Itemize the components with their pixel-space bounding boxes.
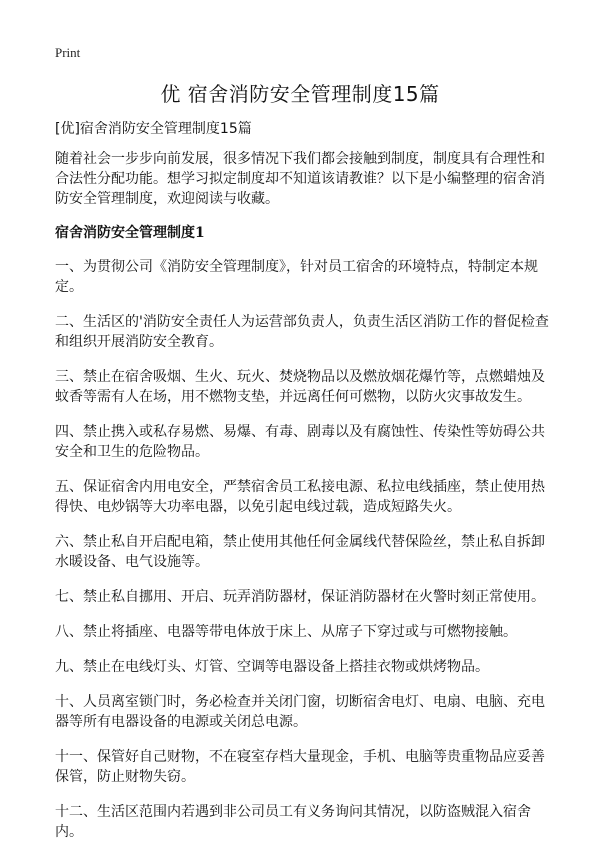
section-heading: 宿舍消防安全管理制度1: [55, 225, 205, 241]
document-body: [55, 119, 549, 857]
rule-paragraph-1: 一、为贯彻公司《消防安全管理制度》，针对员工宿舍的环境特点，特制定本规定。: [55, 259, 538, 295]
rule-paragraph-10: 十、人员离室锁门时，务必检查并关闭门窗，切断宿舍电灯、电扇、电脑、充电器等所有电器设备的电源或关闭总电源。: [55, 694, 545, 730]
rule-paragraph-5: 五、保证宿舍内用电安全，严禁宿舍员工私接电源、私拉电线插座，禁止使用热得快、电炒锅等大功率电器，以免引起电线过载，造成短路失火。: [55, 479, 545, 515]
document-title: 优 宿舍消防安全管理制度15篇: [160, 82, 440, 106]
rule-paragraph-6: 六、禁止私自开启配电箱，禁止使用其他任何金属线代替保险丝，禁止私自拆卸水暖设备、电气设施等。: [55, 534, 545, 570]
rule-paragraph-12: 十二、生活区范围内若遇到非公司员工有义务询问其情况，以防盗贼混入宿舍内。: [55, 804, 531, 840]
print-link[interactable]: Print: [55, 45, 81, 60]
rule-paragraph-8: 八、禁止将插座、电器等带电体放于床上、从席子下穿过或与可燃物接触。: [55, 624, 517, 640]
intro-paragraph: 随着社会一步步向前发展，很多情况下我们都会接触到制度，制度具有合理性和合法性分配功能。想学习拟定制度却不知道该请教谁？以下是小编整理的宿舍消防安全管理制度，欢迎阅读与收藏。: [55, 151, 545, 207]
rule-paragraph-11: 十一、保管好自己财物，不在寝室存档大量现金，手机、电脑等贵重物品应妥善保管，防止财物失窃。: [55, 749, 545, 785]
rule-paragraph-7: 七、禁止私自挪用、开启、玩弄消防器材，保证消防器材在火警时刻正常使用。: [55, 589, 545, 605]
rule-paragraph-4: 四、禁止携入或私存易燃、易爆、有毒、剧毒以及有腐蚀性、传染性等妨碍公共安全和卫生的危险物品。: [55, 424, 545, 460]
rule-paragraph-9: 九、禁止在电线灯头、灯管、空调等电器设备上搭挂衣物或烘烤物品。: [55, 659, 489, 675]
rule-paragraph-3: 三、禁止在宿舍吸烟、生火、玩火、焚烧物品以及燃放烟花爆竹等，点燃蜡烛及蚊香等需有人在场，用不燃物支垫，并远离任何可燃物，以防火灾事故发生。: [55, 369, 545, 405]
document-subtitle: [优]宿舍消防安全管理制度15篇: [55, 121, 252, 137]
rule-paragraph-2: 二、生活区的'消防安全责任人为运营部负责人，负责生活区消防工作的督促检查和组织开展消防安全教育。: [55, 314, 549, 350]
